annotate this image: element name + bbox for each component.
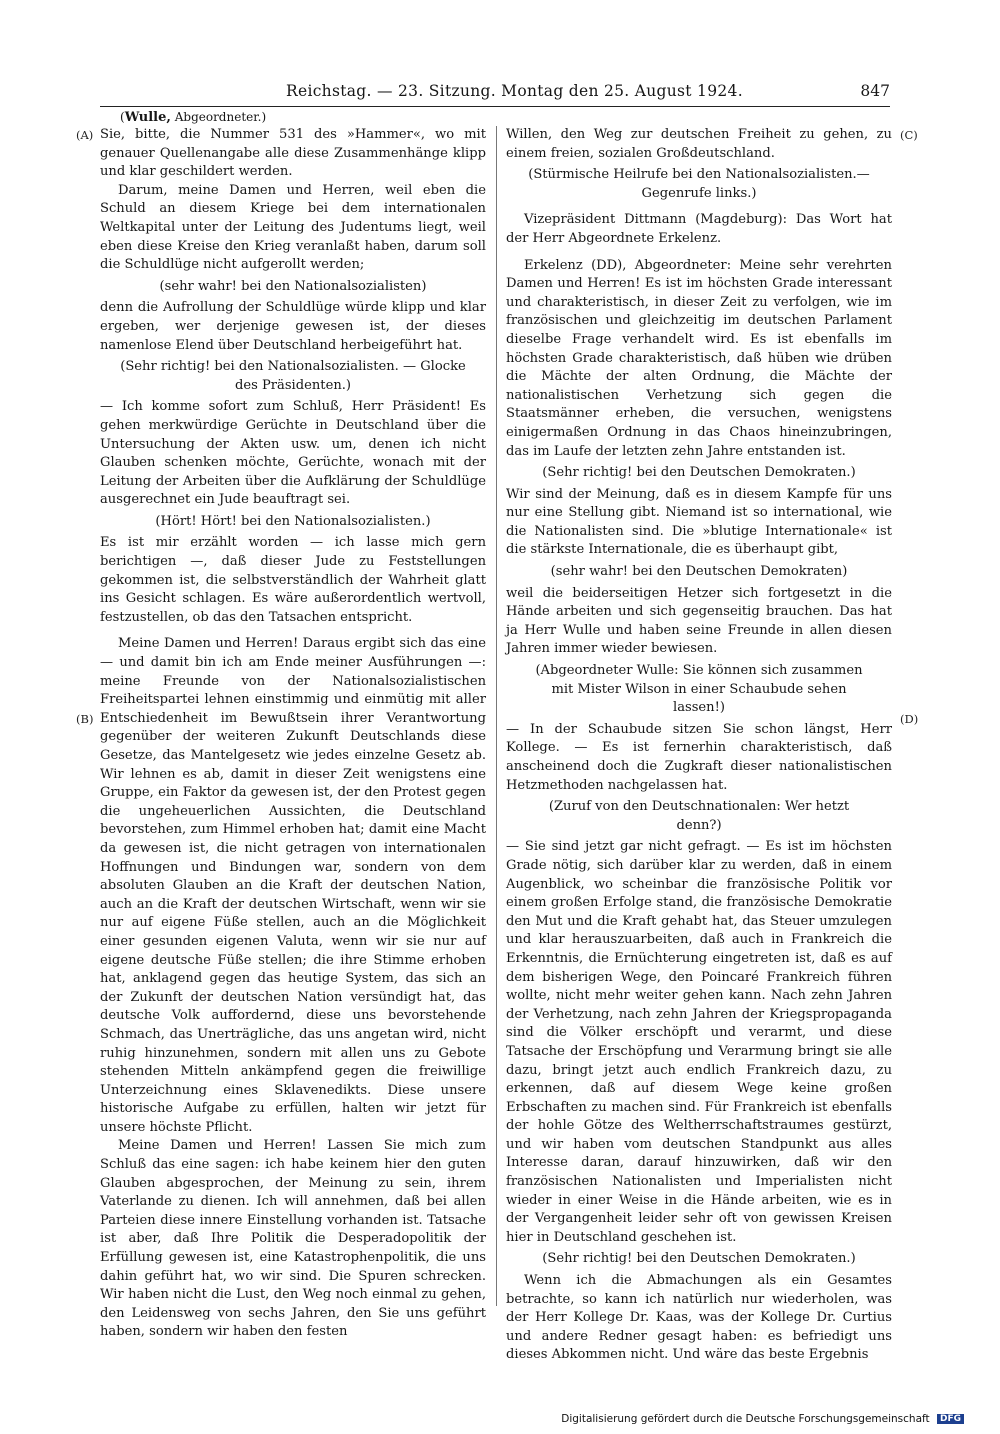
- margin-mark-a: (A): [76, 128, 94, 142]
- paragraph: Meine Damen und Herren! Lassen Sie mich zum Schluß das eine sagen: ich habe keinem hier den guten Glauben abgesprochen, der Meinung zu sein, ihrem Vaterlande zu dienen. Ich will annehmen, daß bei allen Parteien diese innere Einstellung vorhanden ist. Tatsache ist aber, daß Ihre Politik die Desperadopolitik der Erfüllung gewesen ist, eine Katastrophenpolitik, die uns dahin geführt hat, wo wir sind. Die Spuren schrecken. Wir haben nicht die Lust, den Weg noch einmal zu gehen, den Leidensweg von sechs Jahren, den Sie uns geführt haben, sondern wir haben den festen: [100, 1138, 486, 1340]
- page-number: 847: [860, 82, 890, 100]
- paragraph: denn die Aufrollung der Schuldlüge würde klipp und klar ergeben, wer derjenige gewesen ist, der dieses namenlose Elend über Deutschland herbeigeführt hat.: [100, 300, 486, 353]
- interjection: (Stürmische Heilrufe bei den Nationalsozialisten.— Gegenrufe links.): [528, 167, 870, 201]
- paragraph: Erkelenz (DD), Abgeordneter: Meine sehr verehrten Damen und Herren! Es ist im höchsten Grade interessant und charakteristisch, in dieser Zeit zu verfolgen, wie im französischen und gleichzeitig im deutschen Parlament dieselbe Frage verhandelt wird. Es ist ebenfalls im höchsten Grade charakteristisch, daß hüben wie drüben die Mächte der alten Ordnung, die Mächte der nationalistischen Verhetzung sich gegen die Staatsmänner erheben, die versuchen, wenigstens einigermaßen Ordnung in das Chaos hineinzubringen, das im Laufe der letzten zehn Jahre entstanden ist.: [506, 257, 892, 459]
- paragraph: Vizepräsident Dittmann (Magdeburg): Das Wort hat der Herr Abgeordnete Erkelenz.: [506, 212, 892, 246]
- interjection: (Sehr richtig! bei den Nationalsozialisten. — Glocke des Präsidenten.): [120, 359, 466, 393]
- running-header: [100, 80, 890, 107]
- paragraph: Willen, den Weg zur deutschen Freiheit zu gehen, zu einem freien, sozialen Großdeutschland.: [506, 127, 892, 161]
- dfg-logo: DFG: [937, 1414, 964, 1424]
- margin-mark-b: (B): [76, 712, 94, 726]
- right-text-column: [506, 126, 892, 1365]
- margin-mark-c: (C): [900, 128, 918, 142]
- paragraph: weil die beiderseitigen Hetzer sich fortgesetzt in die Hände arbeiten und sich gegenseitig brauchen. Das hat ja Herr Wulle und haben seine Freunde in allen diesen Jahren immer wieder bewiesen.: [506, 585, 892, 657]
- footer-credit: [561, 1413, 964, 1425]
- paragraph: Wenn ich die Abmachungen als ein Gesamtes betrachte, so kann ich natürlich nur wiederholen, was der Herr Kollege Dr. Kaas, was der Kollege Dr. Curtius und andere Redner gesagt haben: es befriedigt uns dieses Abkommen nicht. Und wäre das beste Ergebnis: [506, 1273, 892, 1363]
- speaker-role: Abgeordneter.: [174, 110, 262, 124]
- left-text-column: [100, 126, 486, 1342]
- paragraph: — Ich komme sofort zum Schluß, Herr Präsident! Es gehen merkwürdige Gerüchte in Deutschland über die Untersuchung der Akten usw. um, denen ich nicht Glauben schenken möchte, Gerüchte, wonach mit der Leitung der Arbeiten über die Aufklärung der Schuldlüge ausgerechnet ein Jude beauftragt sei.: [100, 399, 486, 508]
- paragraph: Sie, bitte, die Nummer 531 des »Hammer«, wo mit genauer Quellenangabe alle diese Zusammenhänge klipp und klar geschildert werden.: [100, 127, 486, 180]
- interjection: (Hört! Hört! bei den Nationalsozialisten.): [155, 513, 431, 529]
- column-divider: [496, 126, 497, 1306]
- interjection: (sehr wahr! bei den Nationalsozialisten): [159, 278, 427, 294]
- interjection: (sehr wahr! bei den Deutschen Demokraten): [550, 564, 848, 580]
- interjection: (Sehr richtig! bei den Deutschen Demokraten.): [542, 1251, 856, 1267]
- interjection: (Zuruf von den Deutschnationalen: Wer hetzt denn?): [548, 799, 850, 833]
- speaker-name: Wulle,: [124, 110, 171, 125]
- paragraph: Darum, meine Damen und Herren, weil eben die Schuld an diesem Kriege bei dem internationalen Weltkapital unter der Leitung des Judentums liegt, weil eben diese Kreise den Krieg veranlaßt haben, darum soll die Schuldlüge nicht aufgerollt werden;: [100, 182, 486, 273]
- paragraph: Meine Damen und Herren! Daraus ergibt sich das eine — und damit bin ich am Ende meiner Ausführungen —: meine Freunde von der Nationalsozialistischen Freiheitspartei lehnen einstimmig und einmütig mit aller Entschiedenheit im Bewußtsein ihrer Verantwortung gegenüber der weiteren Zukunft Deutschlands diese Gesetze, das Mantelgesetz wie jedes einzelne Gesetz ab. Wir lehnen es ab, damit in dieser Zeit wenigstens eine Gruppe, ein Faktor da gewesen ist, der den Protest gegen die ungeheuerlichen Aussichten, die Deutschland bevorstehen, zum Himmel erhoben hat; damit eine Macht da gewesen ist, die nicht getragen von internationalen Hoffnungen und Bindungen war, sondern von dem absoluten Glauben an die Kraft der deutschen Nation, auch an die Kraft der deutschen Wirtschaft, wenn wir sie nur auf eigene Füße stellen, auch an die Möglichkeit einer gesunden eigenen Valuta, wenn wir sie nur auf eigene deutsche Füße stellen; die ihre Stimme erhoben hat, anklagend gegen das heutige System, das sich an der Zukunft der deutschen Nation versündigt hat, das deutsche Volk auffordernd, diese uns bevorstehende Schmach, das Unerträgliche, das uns angetan wird, nicht ruhig hinzunehmen, sondern mit allen uns zu Gebote stehenden Mitteln ankämpfend gegen die freiwillige Unterzeichnung eines Sklavenedikts. Diese unsere historische Aufgabe zu erfüllen, halten wir jetzt für unsere höchste Pflicht.: [100, 636, 486, 1135]
- paragraph: Wir sind der Meinung, daß es in diesem Kampfe für uns nur eine Stellung gibt. Niemand ist so international, wie die Nationalisten sind. Die »blutige Internationale« ist die stärkste Internationale, die es überhaupt gibt,: [506, 486, 892, 558]
- paragraph: — Sie sind jetzt gar nicht gefragt. — Es ist im höchsten Grade nötig, sich darüber klar zu werden, daß in einem Augenblick, wo scheinbar die französische Politik vor einem großen Erfolge stand, die französische Demokratie den Mut und die Kraft gehabt hat, das Steuer umzulegen und klar herauszuarbeiten, daß auch in Frankreich die Erkenntnis, die Ernüchterung eingetreten ist, daß es auf dem bisherigen Wege, den Poincaré Frankreich führen wollte, nicht mehr weiter gehen kann. Nach zehn Jahren der Verhetzung, nach zehn Jahren der Kriegspropaganda sind die Völker erschöpft und verarmt, und diese Tatsache der Erschöpfung und Verarmung bringt sie alle dazu, bringt jetzt auch endlich Frankreich dazu, zu erkennen, daß auf diesem Wege keine großen Erbschaften zu machen sind. Für Frankreich ist ebenfalls der hohle Götze des Weltherrschaftstraumes gestürzt, und wir haben vom deutschen Standpunkt aus alles Interesse daran, darauf hinzuwirken, daß wir den französischen Nationalisten und Imperialisten nicht wieder in einer Weise in die Hände arbeiten, wie es in der Vergangenheit leider sehr oft von gewissen Kreisen hier in Deutschland geschehen ist.: [506, 839, 892, 1245]
- paragraph: — In der Schaubude sitzen Sie schon längst, Herr Kollege. — Es ist fernerhin charakteristisch, daß anscheinend doch die Zugkraft dieser nationalistischen Hetzmethoden nachgelassen hat.: [506, 721, 892, 793]
- footer-text: Digitalisierung gefördert durch die Deutsche Forschungsgemeinschaft: [561, 1413, 930, 1425]
- header-title: Reichstag. — 23. Sitzung. Montag den 25. August 1924.: [286, 82, 743, 100]
- speaker-heading: (Wulle, Abgeordneter.): [120, 110, 267, 125]
- interjection: (Sehr richtig! bei den Deutschen Demokraten.): [542, 465, 856, 481]
- interjection: (Abgeordneter Wulle: Sie können sich zusammen mit Mister Wilson in einer Schaubude sehen lassen!): [535, 663, 863, 716]
- paragraph: Es ist mir erzählt worden — ich lasse mich gern berichtigen —, daß dieser Jude zu Feststellungen gekommen ist, die selbstverständlich der Wahrheit glatt ins Gesicht schlagen. Es wäre außerordentlich wertvoll, festzustellen, ob das den Tatsachen entspricht.: [100, 535, 486, 625]
- margin-mark-d: (D): [900, 712, 919, 726]
